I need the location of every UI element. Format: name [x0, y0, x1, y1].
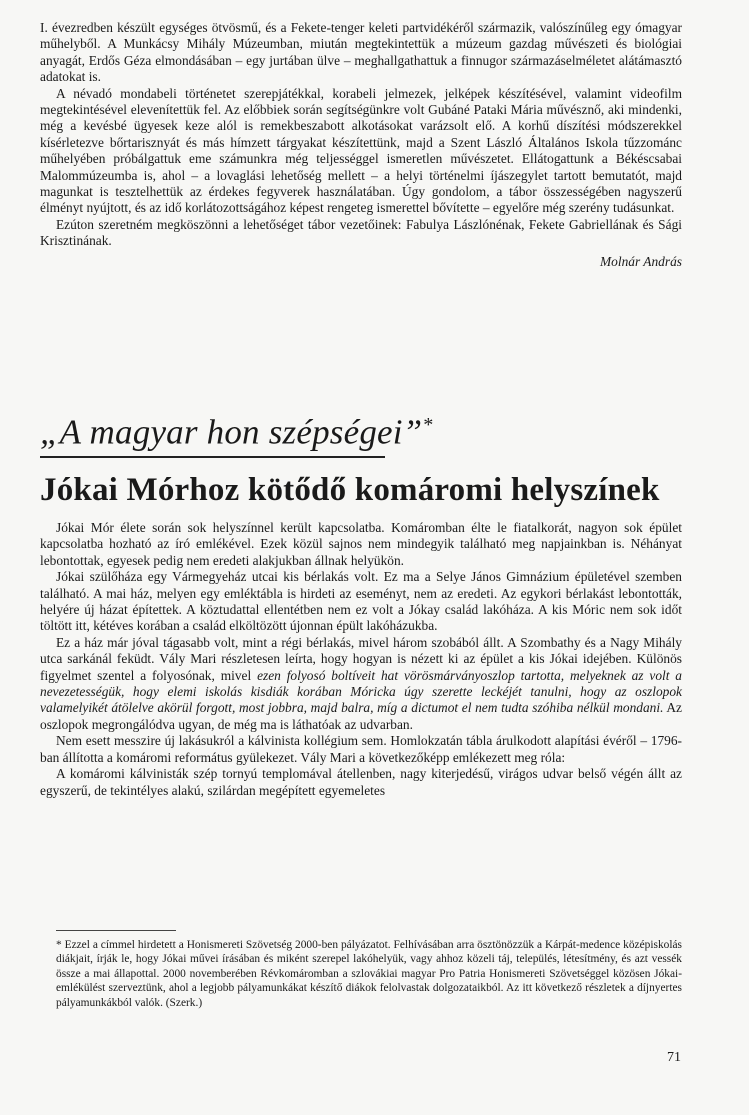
article-supertitle	[40, 405, 433, 458]
intro-paragraph-2: A névadó mondabeli történetet szerepjátékkal, korabeli jelmezek, jelképek készítésével, valamint videofilm megtekintésével elevenítettük fel. Az előbbiek során segítségünkre volt Gubáné Pataki Mária művésznő, aki mindenki, még a kevésbé ügyesek keze alól is remekbeszabott alkotásokat varázsolt elő. A korhű díszítési módszerekkel kísérletezve bőrtarisznyát és más hímzett tárgyakat készítettünk, majd a Szent László Általános Iskola tűzzománc műhelyében próbálgattuk eme számunkra még teljességgel ismeretlen művészetet. Ellátogattunk a Békéscsabai Malommúzeumba is, ahol – a lovaglási lehetőség mellett – a helyi történelmi íjászegylet tartott bemutatót, majd magunkat is tesztelhettük az érdekes fegyverek használatában. Úgy gondolom, a tábor összességében nagyszerű élményt nyújtott, és az idő korlátozottságához képest rengeteg ismerettel bővítette – egyelőre még szerény tudásunkat.	[40, 85, 682, 216]
article-paragraph-4: Nem esett messzire új lakásukról a kálvinista kollégium sem. Homlokzatán tábla árulkodott alapítási évéről – 1796-ban állította a komáromi református gyülekezet. Vály Mari a következőképp emlékezett meg róla:	[40, 733, 682, 765]
article-paragraph-2: Jókai szülőháza egy Vármegyeház utcai kis bérlakás volt. Ez ma a Selye János Gimnázium épületével szemben található. A mai ház, melyen egy emléktábla is hirdeti az eseményt, nem az eredeti. Az egykori bérlakást lebontották, helyére új házat építettek. A köztudattal ellentétben nem ez volt a Jókay család lakóháza. A kis Móric nem sok időt töltött itt, kétéves korában a család elköltözött újonnan épült lakóházukba.	[40, 569, 682, 634]
supertitle-text: „A magyar hon szépségei”	[40, 412, 423, 452]
footnote-divider	[56, 930, 176, 931]
p3-text: Ez a ház már jóval tágasabb volt, mint a régi bérlakás, mivel három szobából állt. A Szombathy és a Nagy Mihály utca sarkánál feküdt. Vály Mari részletesen leírta, hogy hogyan is nézett ki az épület a kis Jókai idejében. Különös figyelmet szentel a folyosónak, mivel	[40, 634, 682, 683]
article-body	[40, 520, 682, 799]
article-paragraph-3	[40, 635, 682, 733]
page-number: 71	[667, 1050, 681, 1065]
footnote-marker: *	[422, 414, 433, 436]
footnote: * Ezzel a címmel hirdetett a Honismereti Szövetség 2000-ben pályázatot. Felhívásában arra ösztönözzük a Kárpát-medence középiskolás diákjait, írják le, hogy Jókai művei írásában és miként szerepel lakóhelyük, vagy ahhoz közeli táj, település, létesítmény, és azt vessék össze a mai állapottal. 2000 novemberében Révkomáromban a szlovákiai magyar Pro Patria Honismereti Szövetséggel közösen Jókai-emlékülést szerveztünk, ahol a legjobb pályamunkákat készítő diákok felolvastak dolgozataikból. Az itt következő részletek a díjnyertes pályamunkákból valók. (Szerk.)	[56, 939, 682, 1009]
p3-end: Az oszlopok megrongálódva ugyan, de még ma is láthatóak az udvarban.	[40, 700, 682, 732]
intro-paragraph-1: I. évezredben készült egységes ötvösmű, és a Fekete-tenger keleti partvidékéről származik, valószínűleg egy ómagyar műhelyből. A Munkácsy Mihály Múzeumban, miután megtekintettük a múzeum gazdag művészeti és biológiai anyagát, Erdős Géza elmondásában – egy jurtában ülve – meghallgathattuk a finnugor származáselméletet alátámasztó adatokat is.	[40, 20, 682, 85]
author-signature: Molnár András	[600, 253, 682, 269]
p3-quotation: ezen folyosó boltíveit hat vörösmárványoszlop tartotta, melyeknek az volt a nevezetességük, hogy elemi iskolás kisdiák korában Móricka úgy szerette leckéjét tanulni, hogy az oszlopok valamelyikét átölelve akörül forgott, most jobbra, majd balra, míg a dictumot el nem tudta szóhiba nélkül mondani.	[40, 667, 682, 716]
article-paragraph-5: A komáromi kálvinisták szép tornyú templomával átellenben, nagy kiterjedésű, virágos udvar belső végén állt az egyszerű, de tekintélyes alakú, szilárdan megépített egyemeletes	[40, 766, 682, 798]
intro-paragraph-3: Ezúton szeretném megköszönni a lehetőséget tábor vezetőinek: Fabulya Lászlónénak, Fekete Gabriellának és Sági Krisztinának.	[40, 216, 682, 249]
article-title: Jókai Mórhoz kötődő komáromi helyszínek	[40, 472, 660, 508]
intro-section	[40, 20, 682, 270]
article-paragraph-1: Jókai Mór élete során sok helyszínnel került kapcsolatba. Komáromban élte le fiatalkorát, nagyon sok épület kapcsolatba hozható az író emlékével. Ezek közül sajnos nem mindegyik található meg napjainkban is. Néhányat lebontottak, egyesek pedig nem eredeti alakjukban állnak helyükön.	[40, 520, 682, 568]
